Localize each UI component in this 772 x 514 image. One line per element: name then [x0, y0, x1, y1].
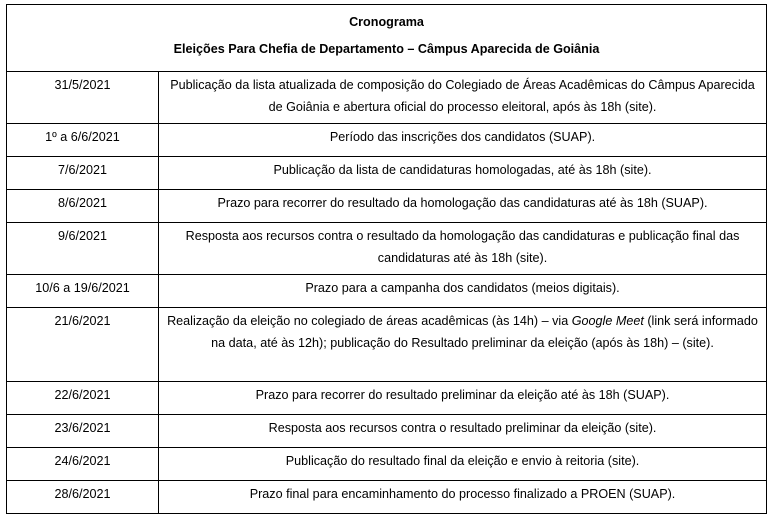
description-italic-text: Google Meet: [571, 314, 644, 328]
description-text: Publicação da lista atualizada de composição do Colegiado de Áreas Acadêmicas do Câmpus Aparecida de Goiânia e abertura oficial do processo eleitoral, após às 18h (site).: [170, 78, 755, 114]
table-row: [7, 190, 767, 223]
table-row: [7, 72, 767, 124]
row-date: 7/6/2021: [7, 157, 159, 190]
header-cell: [7, 5, 767, 72]
header-row: [7, 5, 767, 72]
description-text: Publicação do resultado final da eleição e envio à reitoria (site).: [285, 454, 640, 468]
row-date: 8/6/2021: [7, 190, 159, 223]
row-description: [159, 72, 767, 124]
table-row: [7, 275, 767, 308]
description-text: Publicação da lista de candidaturas homologadas, até às 18h (site).: [273, 163, 652, 177]
schedule-subtitle: Eleições Para Chefia de Departamento – Câmpus Aparecida de Goiânia: [173, 42, 600, 56]
row-date: 23/6/2021: [7, 415, 159, 448]
row-description: [159, 124, 767, 157]
row-description: [159, 308, 767, 382]
row-date: 22/6/2021: [7, 382, 159, 415]
row-description: [159, 481, 767, 514]
description-text: Prazo para recorrer do resultado da homologação das candidaturas até às 18h (SUAP).: [217, 196, 708, 210]
description-text: (link será informado na data, até às 12h); publicação do Resultado preliminar da eleição (após às 18h) – (site).: [211, 314, 758, 350]
description-text: Prazo final para encaminhamento do processo finalizado a PROEN (SUAP).: [249, 487, 676, 501]
table-row: [7, 223, 767, 275]
table-row: [7, 157, 767, 190]
description-text: Resposta aos recursos contra o resultado da homologação das candidaturas e publicação final das candidaturas até às 18h (site).: [185, 229, 740, 265]
table-row: [7, 308, 767, 382]
row-description: [159, 448, 767, 481]
row-date: 24/6/2021: [7, 448, 159, 481]
row-description: [159, 190, 767, 223]
row-date: 10/6 a 19/6/2021: [7, 275, 159, 308]
table-row: [7, 481, 767, 514]
row-description: [159, 157, 767, 190]
description-text: Resposta aos recursos contra o resultado preliminar da eleição (site).: [268, 421, 657, 435]
description-text: Período das inscrições dos candidatos (SUAP).: [329, 130, 596, 144]
description-text: Realização da eleição no colegiado de áreas acadêmicas (às 14h) – via: [167, 314, 572, 328]
row-description: [159, 382, 767, 415]
description-text: Prazo para a campanha dos candidatos (meios digitais).: [305, 281, 620, 295]
schedule-table: [6, 4, 767, 514]
row-description: [159, 415, 767, 448]
row-date: 28/6/2021: [7, 481, 159, 514]
row-date: 9/6/2021: [7, 223, 159, 275]
schedule-title: Cronograma: [349, 15, 424, 29]
table-row: [7, 124, 767, 157]
description-text: Prazo para recorrer do resultado preliminar da eleição até às 18h (SUAP).: [255, 388, 670, 402]
table-row: [7, 448, 767, 481]
row-description: [159, 275, 767, 308]
table-row: [7, 382, 767, 415]
table-row: [7, 415, 767, 448]
row-date: 1º a 6/6/2021: [7, 124, 159, 157]
row-description: [159, 223, 767, 275]
row-date: 31/5/2021: [7, 72, 159, 124]
row-date: 21/6/2021: [7, 308, 159, 382]
